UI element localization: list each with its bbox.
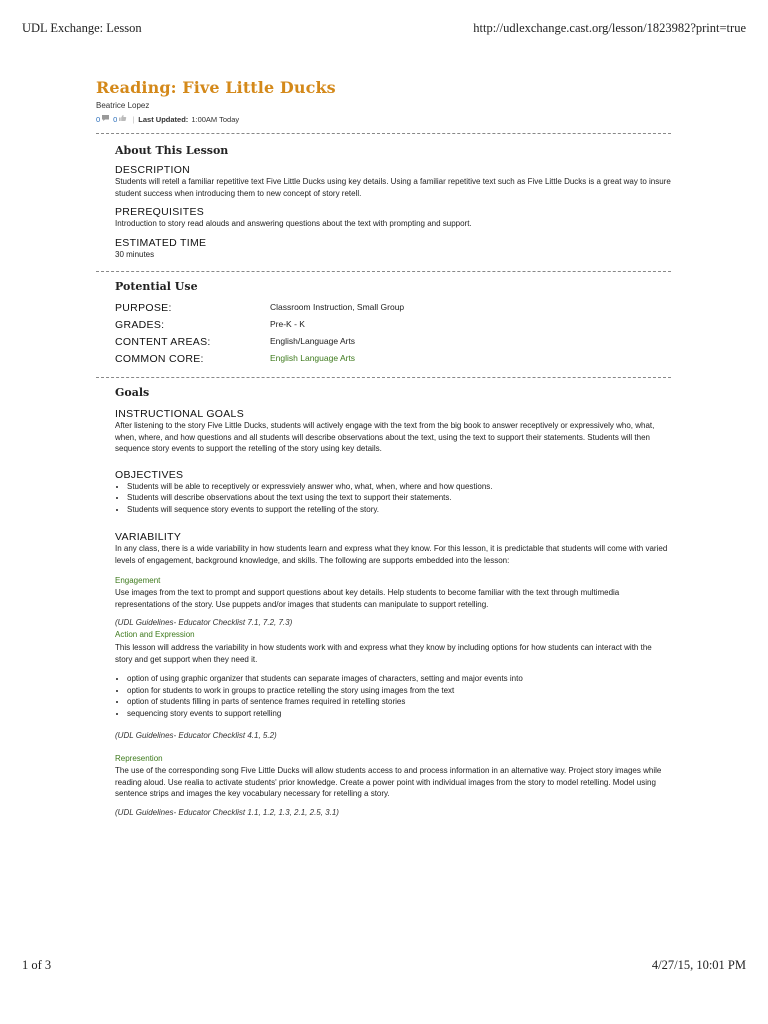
last-updated-value: 1:00AM Today — [191, 114, 240, 124]
lesson-author[interactable]: Beatrice Lopez — [96, 101, 150, 110]
lesson-content — [96, 76, 671, 817]
grades-label: GRADES: — [115, 319, 165, 331]
objectives-heading: OBJECTIVES — [115, 468, 184, 481]
list-item: • Students will be able to receptively or expressviely answer who, what, when, where and how questions. — [127, 481, 671, 493]
grades-row — [115, 319, 671, 336]
potential-use-section — [96, 272, 671, 370]
action-expression-heading: Action and Expression — [115, 630, 195, 639]
purpose-row — [115, 302, 671, 319]
list-item: • option of using graphic organizer that students can separate images of characters, setting and major events into — [127, 673, 671, 685]
purpose-value: Classroom Instruction, Small Group — [270, 302, 405, 312]
representation-text: The use of the corresponding song Five Little Ducks will allow students access to and process information in an alternative way. Project story images while reading aloud. Use realia to activate students' prior knowledge. Create a power point with individual images from the story to model retelling. Model using sentence strips and images the key vocabulary necessary for retelling a story. — [115, 766, 662, 798]
print-footer — [22, 958, 746, 973]
engagement-reference: (UDL Guidelines- Educator Checklist 7.1, 7.2, 7.3) — [115, 618, 293, 627]
page-number: 1 of 3 — [22, 958, 52, 972]
print-header — [22, 21, 746, 36]
print-datetime: 4/27/15, 10:01 PM — [651, 958, 746, 972]
content-areas-row — [115, 336, 671, 353]
comments-count[interactable]: 0 — [96, 114, 101, 124]
description-text: Students will retell a familiar repetitive text Five Little Ducks using key details. Using a familiar repetitive text such as Five Little Ducks is a great way to insure student success when introducing them to new concept of story retell. — [115, 177, 671, 198]
engagement-text: Use images from the text to prompt and support questions about key details. Help students to become familiar with the text through multimedia representations of the story. Use puppets and/or images that students can manipulate to support retelling. — [115, 588, 620, 609]
prerequisites-text: Introduction to story read alouds and answering questions about the text with prompting and support. — [115, 219, 472, 228]
variability-heading: VARIABILITY — [115, 531, 182, 543]
prerequisites-heading: PREREQUISITES — [115, 206, 205, 218]
action-expression-list — [115, 673, 671, 719]
purpose-label: PURPOSE: — [115, 302, 172, 314]
about-section — [96, 134, 671, 260]
list-item: • Students will describe observations about the text using the text to support their statements. — [127, 492, 671, 504]
potential-use-title: Potential Use — [115, 280, 198, 293]
last-updated-label: Last Updated: — [138, 114, 189, 124]
potential-use-table — [115, 302, 671, 370]
list-item: • option for students to work in groups to practice retelling the story using images from the text — [127, 685, 671, 697]
variability-text: In any class, there is a wide variability in how students learn and express what they know. For this lesson, it is predictable that students will come with varied levels of engagement, background knowledge, and skills. The following are supports embedded into the lesson: — [115, 544, 668, 565]
meta-separator: | — [132, 114, 135, 124]
description-heading: DESCRIPTION — [115, 164, 191, 176]
grades-value: Pre-K - K — [270, 319, 305, 329]
comment-icon[interactable] — [101, 114, 110, 124]
action-expression-text: This lesson will address the variability in how students work with and express what they know by including options for how students can interact with the story and get support when they need it. — [115, 643, 652, 664]
likes-count[interactable]: 0 — [113, 114, 118, 124]
common-core-row — [115, 353, 671, 370]
content-areas-value: English/Language Arts — [270, 336, 356, 346]
about-title: About This Lesson — [115, 144, 229, 157]
goals-section — [96, 378, 671, 817]
engagement-heading: Engagement — [115, 576, 161, 585]
print-header-title: UDL Exchange: Lesson — [22, 21, 142, 35]
goals-title: Goals — [115, 386, 150, 399]
objectives-list — [115, 481, 671, 516]
lesson-meta — [96, 114, 671, 124]
time-text: 30 minutes — [115, 249, 155, 259]
time-heading: ESTIMATED TIME — [115, 236, 207, 249]
common-core-label: COMMON CORE: — [115, 353, 204, 365]
common-core-link[interactable]: English Language Arts — [270, 353, 356, 363]
representation-heading: Represention — [115, 754, 163, 763]
list-item: • sequencing story events to support retelling — [127, 708, 671, 720]
print-header-url: http://udlexchange.cast.org/lesson/1823982?print=true — [473, 21, 746, 35]
thumbs-up-icon[interactable] — [118, 114, 127, 124]
list-item: • option of students filling in parts of sentence frames required in retelling stories — [127, 696, 671, 708]
content-areas-label: CONTENT AREAS: — [115, 336, 211, 348]
action-expression-reference: (UDL Guidelines- Educator Checklist 4.1, 5.2) — [115, 731, 277, 740]
list-item: • Students will sequence story events to support the retelling of the story. — [127, 504, 671, 516]
instructional-goals-heading: INSTRUCTIONAL GOALS — [115, 408, 244, 420]
representation-reference: (UDL Guidelines- Educator Checklist 1.1, 1.2, 1.3, 2.1, 2.5, 3.1) — [115, 807, 339, 817]
lesson-title: Reading: Five Little Ducks — [96, 78, 336, 97]
instructional-goals-text: After listening to the story Five Little Ducks, students will actively engage with the text from the big book to answer receptively or expressively who, what, when, where, and how questions and all students will describe observations about the text, using the text to support their statements. Students will then sequence story events to support the retelling of the story using key details. — [115, 421, 655, 453]
